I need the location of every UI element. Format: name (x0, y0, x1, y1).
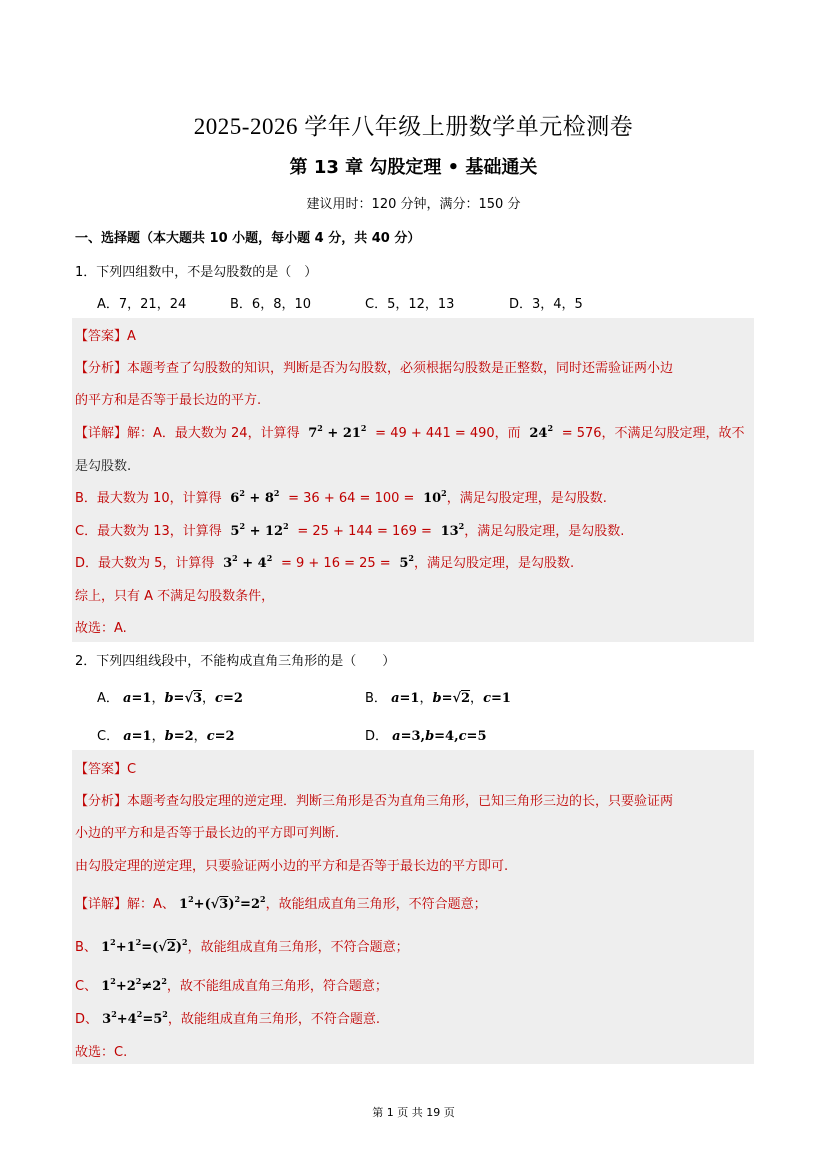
time-score-info: 建议用时：120 分钟，满分：150 分 (306, 197, 521, 212)
q1-detail-d-mid: = 9 + 16 = 25 = (280, 556, 391, 571)
formula: $6^2 + 8^2$ (225, 488, 280, 506)
formula: $24^2$ (524, 423, 554, 441)
q2-option-c-label: C． (97, 729, 120, 744)
q2-option-c: C． a=1，b=2，c=2 (97, 729, 235, 744)
q1-detail-c-prefix: C．最大数为 13，计算得 (75, 524, 222, 539)
formula: $1^2+2^2\ne 2^2$ (101, 976, 167, 994)
formula: $3^2+4^2=5^2$ (102, 1009, 168, 1027)
q1-option-a: A．7，21，24 (97, 297, 187, 312)
q1-detail-a-mid: = 49 + 441 = 490，而 (375, 426, 521, 441)
q1-option-b: B．6，8，10 (230, 297, 312, 312)
q2-detail-b (75, 936, 409, 955)
q1-detail-c-suffix: ，满足勾股定理，是勾股数. (464, 524, 625, 539)
formula: $1^2+(√3)^2=2^2$ (179, 894, 266, 912)
q1-detail-a (75, 422, 745, 441)
q2-detail-d-suffix: ，故能组成直角三角形，不符合题意. (167, 1012, 380, 1027)
q1-summary: 综上，只有 A 不满足勾股数条件， (75, 589, 275, 604)
q2-detail-b-suffix: ，故能组成直角三角形，不符合题意； (187, 940, 409, 955)
q1-detail-d-suffix: ，满足勾股定理，是勾股数. (414, 556, 575, 571)
q2-detail-b-prefix: B、 (75, 940, 97, 955)
q2-choice: 故选：C. (75, 1045, 128, 1060)
chapter-subtitle: 第 13 章 勾股定理 • 基础通关 (289, 157, 538, 178)
q2-detail-d-prefix: D、 (75, 1012, 99, 1027)
q2-option-b: B． a=1，b=√2，c=1 (365, 691, 511, 706)
q1-detail-b (75, 487, 607, 506)
q1-choice: 故选：A. (75, 621, 127, 636)
q2-option-b-label: B． (365, 691, 387, 706)
q1-answer: 【答案】A (75, 329, 136, 344)
q1-analysis-line2: 的平方和是否等于最长边的平方. (75, 393, 262, 408)
question-2-stem: 2．下列四组线段中，不能构成直角三角形的是（ ） (75, 654, 396, 669)
document-title: 2025-2026 学年八年级上册数学单元检测卷 (193, 114, 634, 139)
q1-detail-b-prefix: B．最大数为 10，计算得 (75, 491, 222, 506)
q2-detail-c (75, 975, 388, 994)
formula: $5^2 + 12^2$ (225, 521, 289, 539)
q2-analysis-line2: 小边的平方和是否等于最长边的平方即可判断. (75, 826, 340, 841)
q2-answer: 【答案】C (75, 762, 137, 777)
q1-detail-c-mid: = 25 + 144 = 169 = (297, 524, 432, 539)
formula: $7^2 + 21^2$ (303, 423, 367, 441)
q2-option-d-label: D． (365, 729, 389, 744)
q2-detail-a-prefix: 【详解】解：A、 (75, 897, 175, 912)
q2-option-d: D． a=3,b=4,c=5 (365, 729, 487, 744)
formula: $1^2+1^2=(√2)^2$ (101, 937, 188, 955)
q1-detail-d (75, 552, 574, 571)
q2-detail-c-prefix: C、 (75, 979, 98, 994)
q2-option-a-label: A． (97, 691, 119, 706)
q1-detail-c (75, 520, 624, 539)
formula: $10^2$ (418, 488, 447, 506)
q2-detail-c-suffix: ，故不能组成直角三角形，符合题意； (166, 979, 388, 994)
q1-detail-d-prefix: D．最大数为 5，计算得 (75, 556, 215, 571)
q2-detail-a (75, 893, 487, 912)
q1-detail-b-mid: = 36 + 64 = 100 = (288, 491, 415, 506)
q1-option-d: D．3，4，5 (509, 297, 583, 312)
q1-detail-a-suffix: = 576，不满足勾股定理，故不 (561, 426, 745, 441)
q2-analysis-line3: 由勾股定理的逆定理，只要验证两小边的平方和是否等于最长边的平方即可. (75, 859, 509, 874)
formula: $5^2$ (394, 553, 414, 571)
q2-detail-d (75, 1008, 380, 1027)
q1-detail-b-suffix: ，满足勾股定理，是勾股数. (446, 491, 607, 506)
q1-detail-a-prefix: 【详解】解：A．最大数为 24，计算得 (75, 426, 300, 441)
formula: $3^2 + 4^2$ (218, 553, 273, 571)
question-1-stem: 1．下列四组数中，不是勾股数的是（ ） (75, 265, 318, 280)
page-number: 第 1 页 共 19 页 (372, 1106, 455, 1119)
q2-analysis-line1: 【分析】本题考查勾股定理的逆定理．判断三角形是否为直角三角形，已知三角形三边的长，只要验证两 (75, 794, 674, 809)
q1-option-c: C．5，12，13 (365, 297, 455, 312)
q2-option-a: A． a=1，b=√3，c=2 (97, 691, 243, 706)
q1-detail-a-line2: 是勾股数. (75, 459, 132, 474)
formula: $13^2$ (436, 521, 465, 539)
q2-detail-a-suffix: ，故能组成直角三角形，不符合题意； (265, 897, 487, 912)
q1-analysis-line1: 【分析】本题考查了勾股数的知识，判断是否为勾股数，必须根据勾股数是正整数，同时还需验证两小边 (75, 361, 674, 376)
section-heading: 一、选择题（本大题共 10 小题，每小题 4 分，共 40 分） (75, 231, 421, 246)
